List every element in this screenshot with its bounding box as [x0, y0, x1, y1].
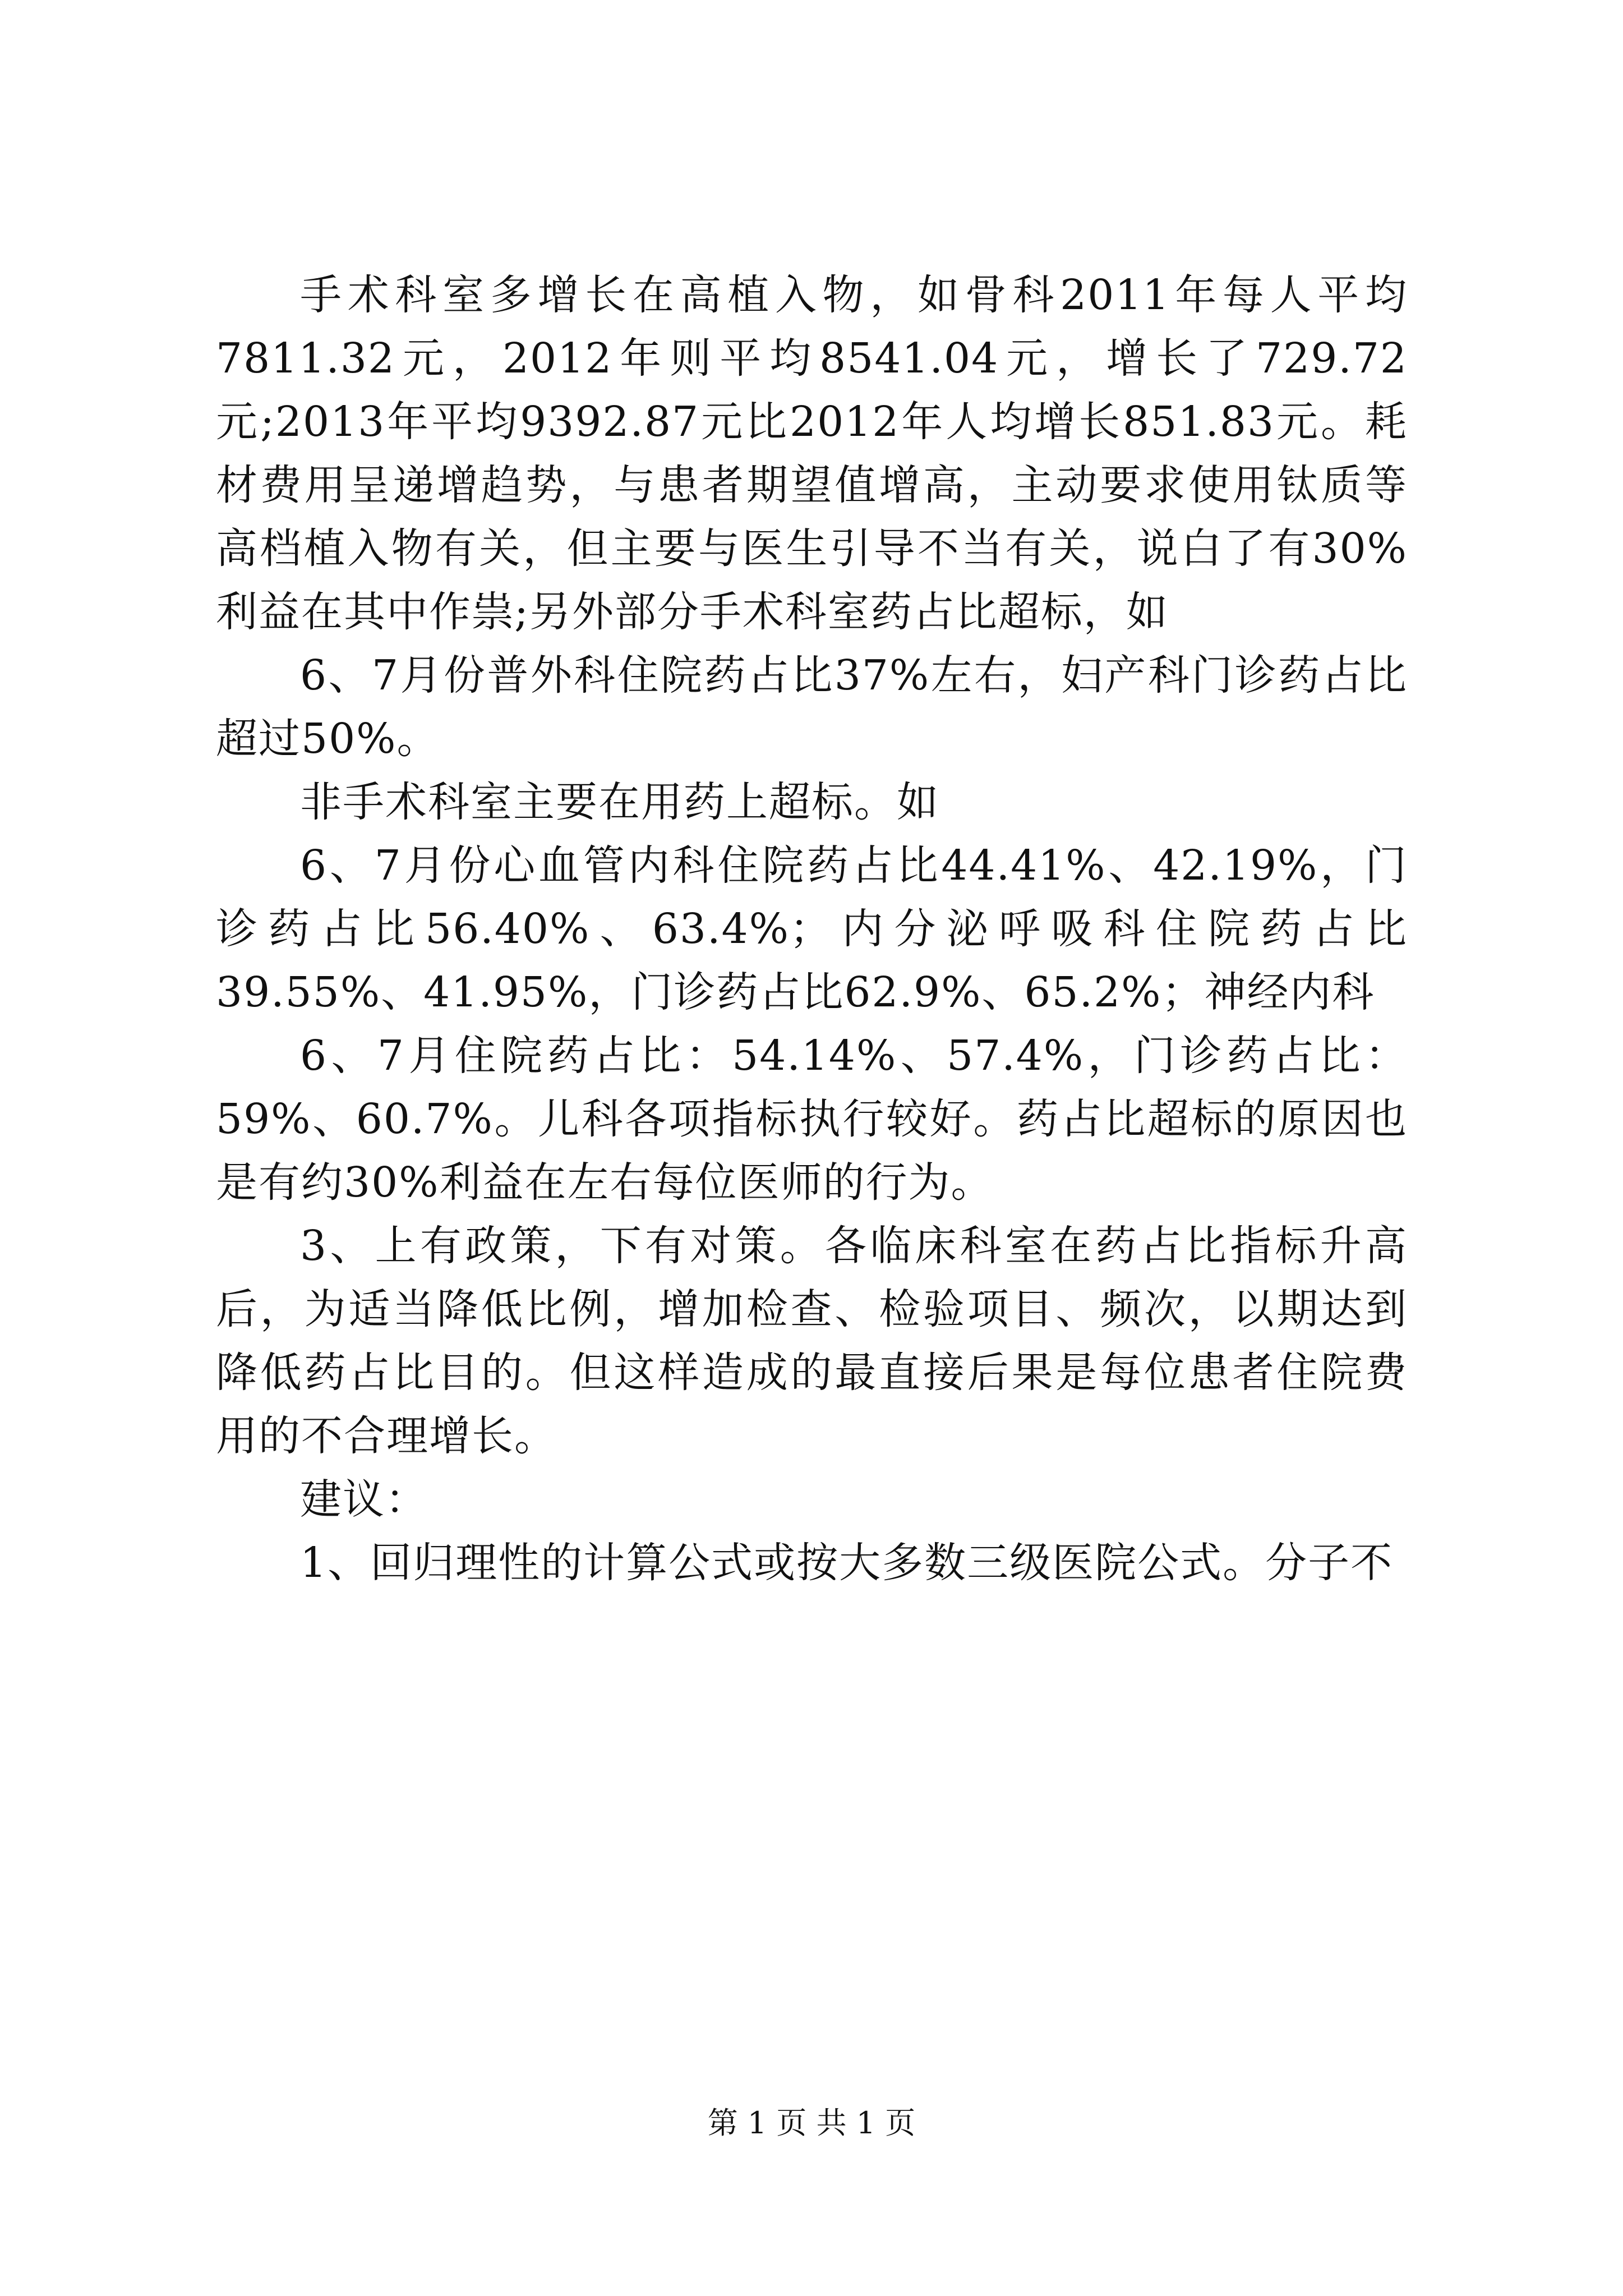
paragraph-surgery-drug-ratio: 6、7月份普外科住院药占比37%左右，妇产科门诊药占比超过50%。 [216, 651, 1408, 763]
paragraph-non-surgery-intro: 非手术科室主要在用药上超标。如 [300, 778, 939, 826]
document-body [216, 264, 1408, 1595]
paragraph-internal-medicine-ratios: 6、7月份心血管内科住院药占比44.41%、42.19%，门诊药占比56.40%、63.4%；内分泌呼吸科住院药占比39.55%、41.95%，门诊药占比62.9%、65.2%；神经内科 [216, 841, 1408, 1016]
paragraph-suggestion-1: 1、回归理性的计算公式或按大多数三级医院公式。分子不 [300, 1539, 1394, 1587]
paragraph-suggestions-heading: 建议： [300, 1475, 428, 1524]
paragraph-neurology-ratios: 6、7月住院药占比：54.14%、57.4%，门诊药占比：59%、60.7%。儿科各项指标执行较好。药占比超标的原因也是有约30%利益在左右每位医师的行为。 [216, 1032, 1408, 1207]
paragraph-policy-countermeasures: 3、上有政策，下有对策。各临床科室在药占比指标升高后，为适当降低比例，增加检查、检验项目、频次，以期达到降低药占比目的。但这样造成的最直接后果是每位患者住院费用的不合理增长。 [216, 1222, 1408, 1460]
paragraph-implant-costs: 手术科室多增长在高植入物，如骨科2011年每人平均7811.32元，2012年则平均8541.04元，增长了729.72元;2013年平均9392.87元比2012年人均增长851.83元。耗材费用呈递增趋势，与患者期望值增高，主动要求使用钛质等高档植入物有关，但主要与医生引导不当有关，说白了有30%利益在其中作祟;另外部分手术科室药占比超标，如 [216, 271, 1408, 636]
page-footer: 第 1 页 共 1 页 [707, 2105, 916, 2141]
